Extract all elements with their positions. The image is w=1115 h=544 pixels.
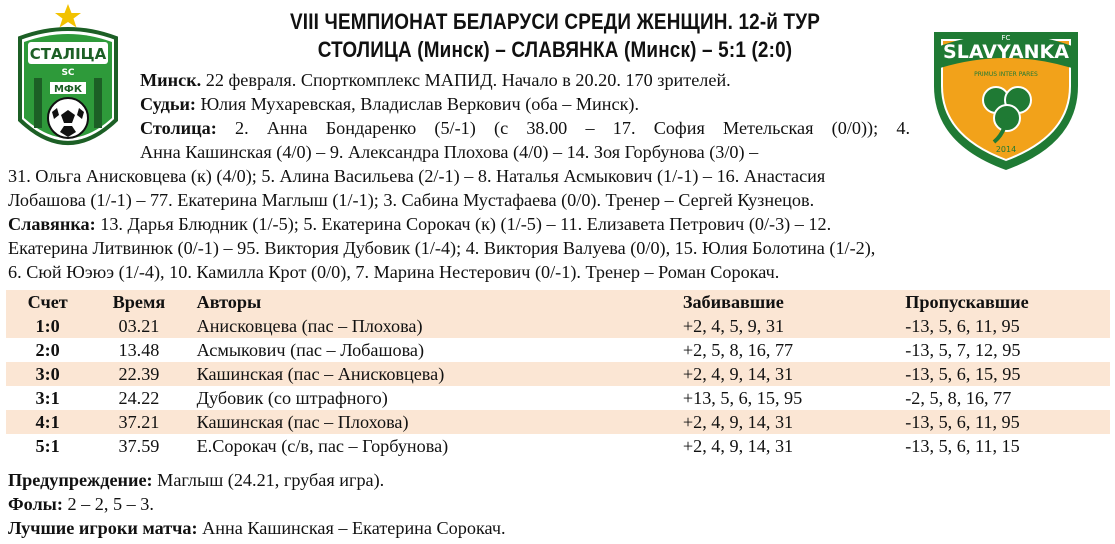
cell-score: 1:0: [35, 316, 60, 336]
match-title: [140, 8, 970, 64]
cell-score: 4:1: [35, 412, 60, 432]
cell-time: 22.39: [118, 364, 160, 384]
cell-scorers: +13, 5, 6, 15, 95: [682, 388, 803, 408]
header-time: Время: [112, 292, 166, 312]
referees-text: Юлия Мухаревская, Владислав Веркович (оба – Минск).: [195, 94, 640, 114]
warning-label: Предупреждение:: [8, 470, 153, 490]
cell-conceded: -13, 5, 7, 12, 95: [905, 340, 1021, 360]
slavyanka-logo: [930, 26, 1082, 174]
fouls-label: Фолы:: [8, 494, 63, 514]
cell-time: 37.21: [118, 412, 160, 432]
table-row: [6, 434, 1110, 458]
header-authors: Авторы: [196, 292, 262, 312]
star-icon: [55, 4, 81, 28]
table-row: [6, 314, 1110, 338]
best-players-line: [8, 516, 506, 540]
cell-conceded: -13, 5, 6, 15, 95: [905, 364, 1021, 384]
cell-authors: Кашинская (пас – Плохова): [196, 412, 409, 432]
cell-scorers: +2, 4, 9, 14, 31: [682, 436, 794, 456]
slavyanka-text-1: 13. Дарья Блюдник (1/-5); 5. Екатерина Сорокач (к) (1/-5) – 11. Елизавета Петрович (0/-3) – 12.: [95, 214, 832, 234]
cell-scorers: +2, 4, 5, 9, 31: [682, 316, 785, 336]
football-icon: [48, 98, 88, 138]
stolitsa-lineup-line3: 31. Ольга Анисковцева (к) (4/0); 5. Алина Васильева (2/-1) – 8. Наталья Асмыкович (1/-1) – 16. Анастасия: [8, 166, 826, 186]
cell-time: 37.59: [118, 436, 160, 456]
cell-score: 3:1: [35, 388, 60, 408]
cell-authors: Кашинская (пас – Анисковцева): [196, 364, 445, 384]
table-header-row: [6, 290, 1110, 314]
slavyanka-lineup-line3: 6. Сюй Юэюэ (1/-4), 10. Камилла Крот (0/0), 7. Марина Нестерович (0/-1). Тренер – Роман Сорокач.: [8, 262, 780, 282]
match-score-title: СТОЛИЦА (Минск) – СЛАВЯНКА (Минск) – 5:1 (2:0): [317, 37, 793, 62]
warning-text: Маглыш (24.21, грубая игра).: [152, 470, 385, 490]
header-score: Счет: [27, 292, 68, 312]
venue-text: 22 февраля. Спорткомплекс МАПИД. Начало в 20.20. 170 зрителей.: [201, 70, 731, 90]
cell-authors: Анисковцева (пас – Плохова): [196, 316, 423, 336]
header-conceded: Пропускавшие: [905, 292, 1029, 312]
table-row: [6, 386, 1110, 410]
cell-authors: Асмыкович (пас – Лобашова): [196, 340, 425, 360]
svg-text:SLAVYANKA: SLAVYANKA: [943, 41, 1069, 63]
championship-title: VIII ЧЕМПИОНАТ БЕЛАРУСИ СРЕДИ ЖЕНЩИН. 12-й ТУР: [289, 9, 821, 34]
cell-scorers: +2, 4, 9, 14, 31: [682, 412, 794, 432]
cell-time: 13.48: [118, 340, 160, 360]
cell-score: 2:0: [35, 340, 60, 360]
svg-text:МФК: МФК: [53, 84, 83, 95]
cell-scorers: +2, 4, 9, 14, 31: [682, 364, 794, 384]
svg-text:FC: FC: [1001, 34, 1011, 42]
cell-authors: Дубовик (со штрафного): [196, 388, 388, 408]
header-scorers: Забивавшие: [682, 292, 784, 312]
cell-time: 03.21: [118, 316, 160, 336]
warning-line: [8, 468, 384, 492]
goals-table: [6, 290, 1110, 458]
fouls-line: [8, 492, 154, 516]
stolitsa-lineup-line2: Анна Кашинская (4/0) – 9. Александра Плохова (4/0) – 14. Зоя Горбунова (3/0) –: [140, 142, 759, 162]
cell-score: 3:0: [35, 364, 60, 384]
best-players-text: Анна Кашинская – Екатерина Сорокач.: [197, 518, 506, 538]
cell-conceded: -2, 5, 8, 16, 77: [905, 388, 1012, 408]
table-row: [6, 410, 1110, 434]
slavyanka-lineup-line2: Екатерина Литвинюк (0/-1) – 95. Виктория Дубовик (1/-4); 4. Виктория Валуева (0/0), 15. Юлия Болотина (1/-2),: [8, 238, 876, 258]
fouls-text: 2 – 2, 5 – 3.: [62, 494, 154, 514]
stolitsa-label: Столица:: [140, 118, 217, 138]
referees-line: [140, 92, 639, 116]
stolitsa-lineup-line4: Лобашова (1/-1) – 77. Екатерина Маглыш (1/-1); 3. Сабина Мустафаева (0/0). Тренер – Сергей Кузнецов.: [8, 190, 815, 210]
cell-conceded: -13, 5, 6, 11, 95: [905, 412, 1020, 432]
svg-text:2014: 2014: [995, 145, 1017, 154]
slavyanka-lineup-line1: [8, 212, 831, 236]
cell-time: 24.22: [118, 388, 160, 408]
cell-score: 5:1: [35, 436, 60, 456]
slavyanka-label: Славянка:: [8, 214, 96, 234]
referees-label: Судьи:: [140, 94, 196, 114]
table-row: [6, 362, 1110, 386]
cell-scorers: +2, 5, 8, 16, 77: [682, 340, 794, 360]
table-row: [6, 338, 1110, 362]
cell-authors: Е.Сорокач (с/в, пас – Горбунова): [196, 436, 449, 456]
cell-conceded: -13, 5, 6, 11, 95: [905, 316, 1020, 336]
stolitsa-lineup-line1: [140, 116, 910, 140]
cell-conceded: -13, 5, 6, 11, 15: [905, 436, 1020, 456]
stolitsa-text-1: 2. Анна Бондаренко (5/-1) (с 38.00 – 17. София Метельская (0/0)); 4.: [216, 118, 910, 138]
venue-label: Минск.: [140, 70, 202, 90]
venue-line: [140, 68, 731, 92]
svg-text:PRIMUS INTER PARES: PRIMUS INTER PARES: [974, 71, 1038, 78]
svg-text:СТАЛІЦА: СТАЛІЦА: [29, 45, 107, 63]
svg-text:SC: SC: [61, 68, 75, 78]
best-players-label: Лучшие игроки матча:: [8, 518, 198, 538]
stolitsa-logo: [12, 2, 130, 162]
